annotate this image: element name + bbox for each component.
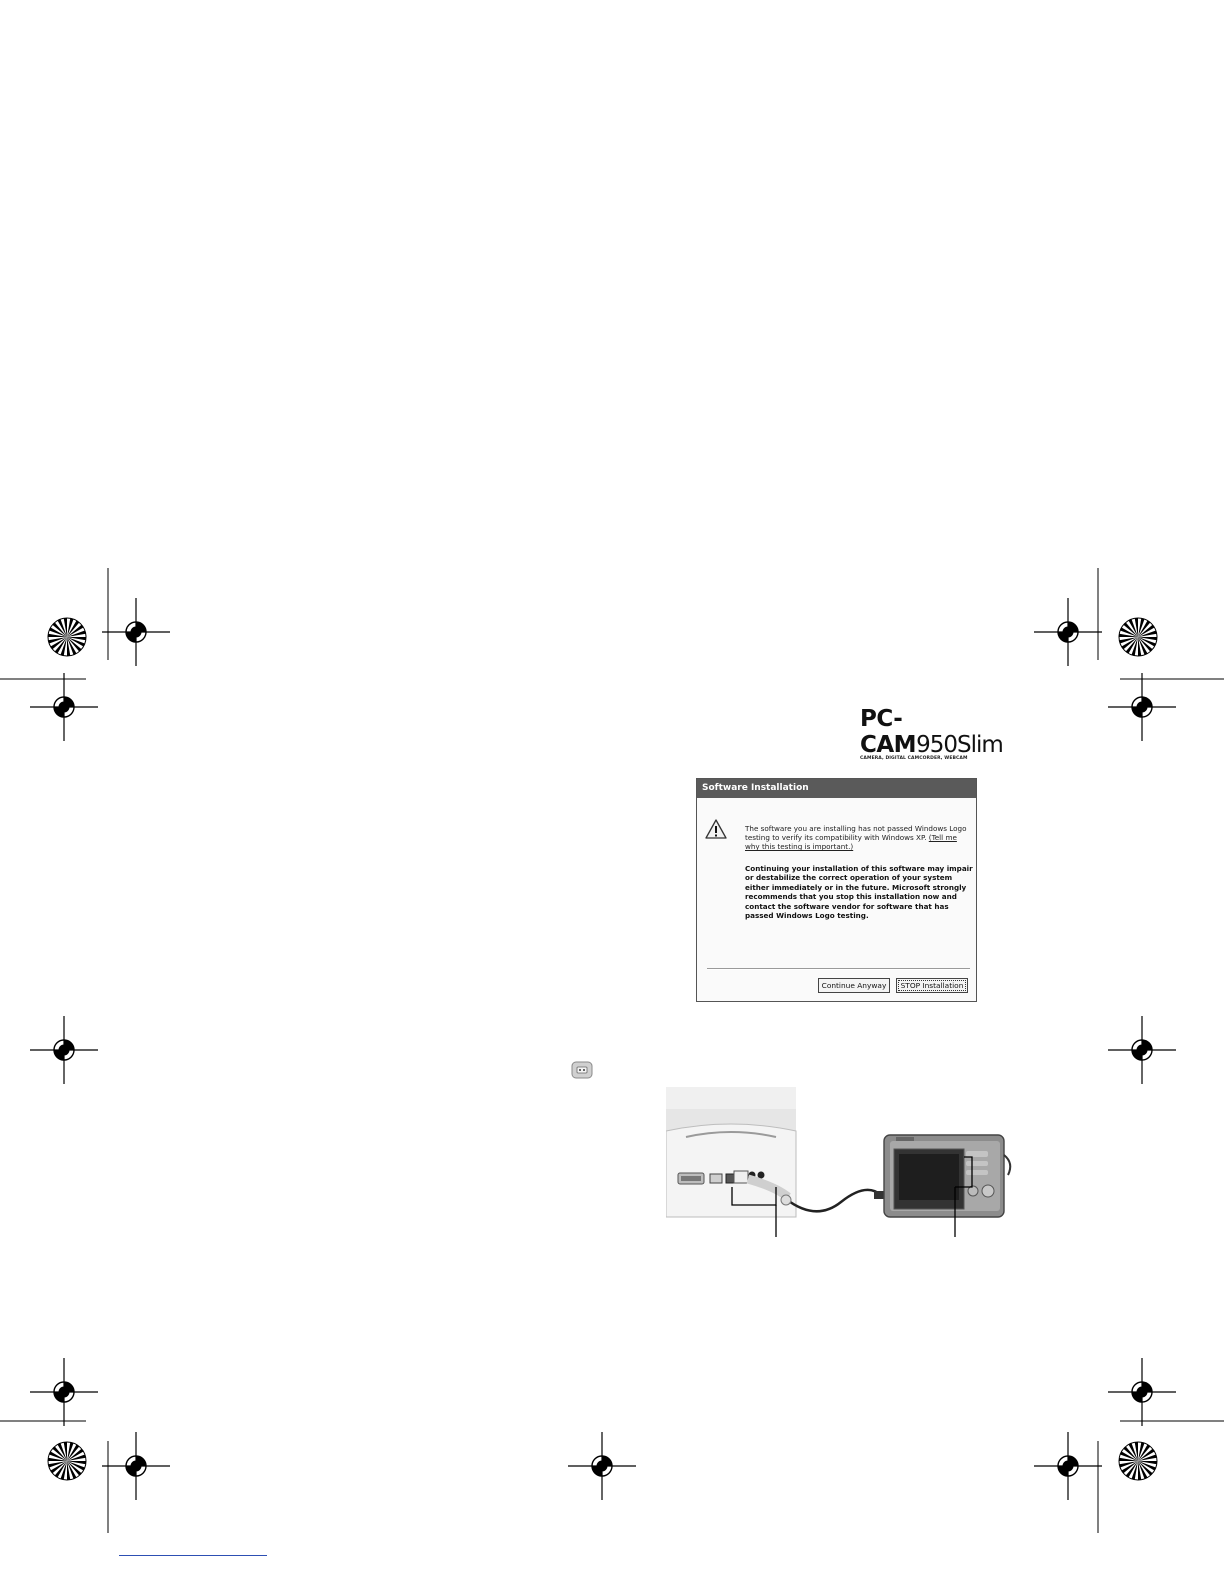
star-target-top-right <box>1119 618 1157 656</box>
product-logo <box>860 706 1040 761</box>
registration-mark-left-upper <box>30 673 98 741</box>
logo-tagline: CAMERA, DIGITAL CAMCORDER, WEBCAM <box>860 756 968 761</box>
footer-link-underline <box>119 1555 267 1556</box>
star-target-bottom-left <box>48 1442 86 1480</box>
dialog-message <box>745 824 973 851</box>
registration-mark-right-middle <box>1108 1016 1176 1084</box>
stop-installation-button[interactable]: STOP Installation <box>896 978 968 993</box>
usb-connector-icon <box>571 1061 593 1079</box>
dialog-message-text: The software you are installing has not passed Windows Logo testing to verify its compatibility with Windows XP. <box>745 824 967 842</box>
registration-mark-top-right <box>1034 598 1102 666</box>
software-installation-dialog <box>696 778 977 1002</box>
dialog-warning-text: Continuing your installation of this software may impair or destabilize the correct operation of your system either immediately or in the future. Microsoft strongly recommends that you stop this installation now and contact the software vendor for software that has passed Windows Logo testing. <box>745 864 973 921</box>
warning-icon <box>705 819 727 839</box>
registration-mark-left-middle <box>30 1016 98 1084</box>
registration-mark-bottom-right <box>1034 1432 1102 1500</box>
star-target-bottom-right <box>1119 1442 1157 1480</box>
registration-mark-top-left <box>102 598 170 666</box>
dialog-separator <box>707 968 970 970</box>
camera-usb-connection-photo <box>666 1087 1026 1237</box>
logo-model: 950Slim <box>916 732 1003 758</box>
dialog-help-link[interactable]: (Tell me why this testing is important.) <box>745 833 957 851</box>
registration-mark-right-lower <box>1108 1358 1176 1426</box>
registration-mark-bottom-left <box>102 1432 170 1500</box>
registration-mark-left-lower <box>30 1358 98 1426</box>
continue-anyway-button[interactable]: Continue Anyway <box>818 978 890 993</box>
registration-mark-right-upper <box>1108 673 1176 741</box>
star-target-top-left <box>48 618 86 656</box>
registration-mark-bottom-center <box>568 1432 636 1500</box>
logo-brand: PC-CAM <box>860 706 917 758</box>
dialog-title: Software Installation <box>697 779 976 798</box>
